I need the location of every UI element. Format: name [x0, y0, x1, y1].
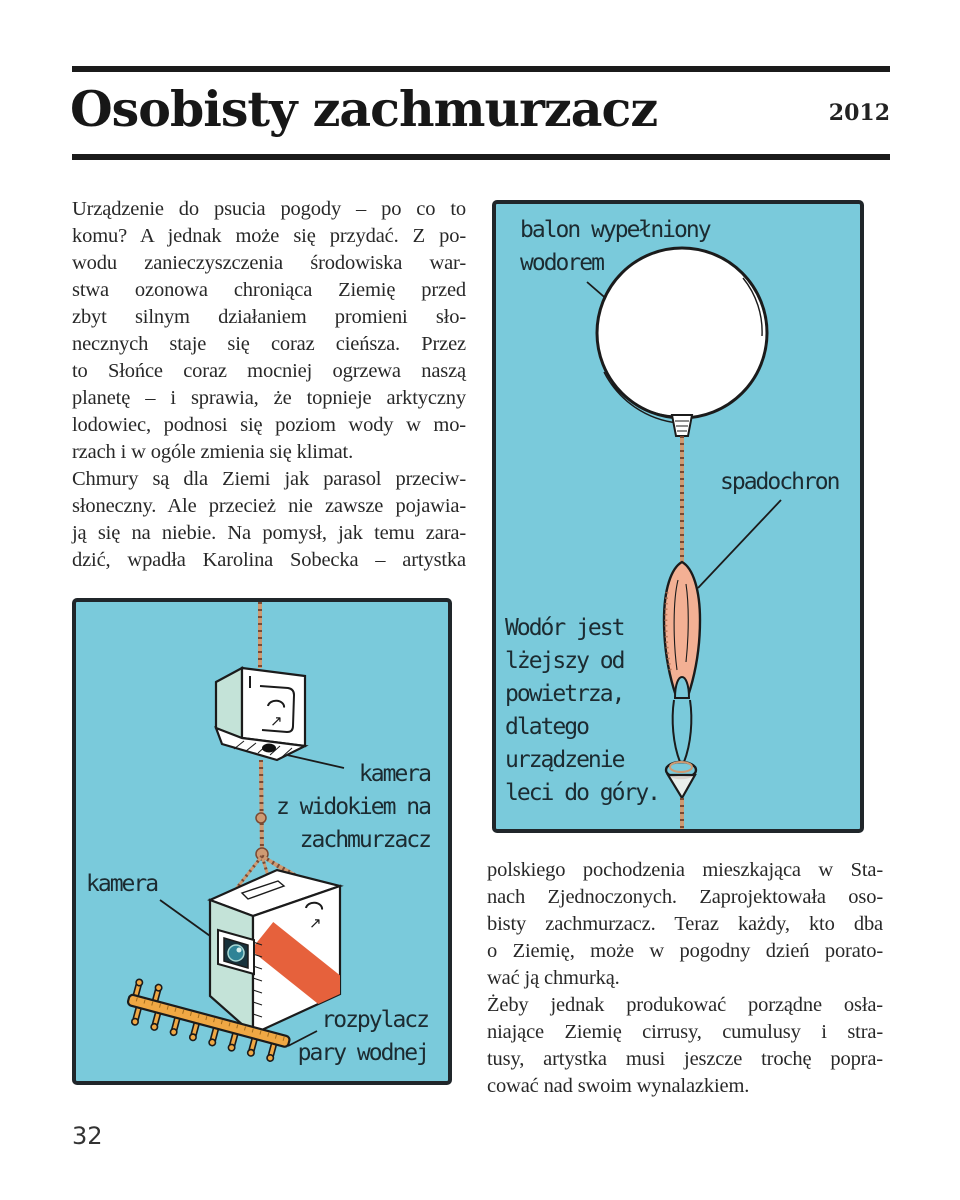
left-text-column: [72, 196, 466, 574]
funnel-cone: [668, 775, 695, 798]
sprayer-label-line: pary wodnej: [297, 1040, 428, 1066]
note-line: lżejszy od: [505, 648, 624, 674]
sprayer-label: [298, 1004, 428, 1070]
note-line: powietrza,: [505, 681, 624, 707]
text-line: lodowiec, podnosi się poziom wody w mo-: [72, 414, 466, 436]
camera-label: kamera: [86, 871, 158, 897]
text-line: polskiego pochodzenia mieszkająca w Sta-: [487, 859, 883, 881]
text-line: wodu zanieczyszczenia środowiska war-: [72, 252, 466, 274]
camera-view-label-line: zachmurzacz: [299, 827, 430, 853]
text-line: tusy, artystka musi jeszcze trochę popra-: [487, 1048, 883, 1070]
balloon-label-line: balon wypełniony: [520, 217, 710, 243]
sprayer-label-line: rozpylacz: [321, 1007, 428, 1033]
folded-parachute: [664, 562, 700, 696]
camera-view-label: [276, 758, 430, 857]
page-title: Osobisty zachmurzacz: [70, 80, 658, 138]
text-line: o Ziemię, może w pogodny dzień porato-: [487, 940, 883, 962]
cloud-device-figure-panel: [72, 598, 452, 1085]
text-line: cować nad swoim wynalazkiem.: [487, 1075, 750, 1097]
note-line: dlatego: [505, 714, 588, 740]
rope-ring-inner: [670, 762, 692, 772]
text-line: wać ją chmurką.: [487, 967, 620, 989]
balloon-label: [520, 214, 710, 280]
camera-view-label-line: kamera: [358, 761, 430, 787]
shroud-line: [684, 700, 691, 762]
text-line: ją się na niebie. Na pomysł, jak temu zara-: [72, 522, 466, 544]
camera-cube-front-face: [242, 668, 305, 746]
note-line: Wodór jest: [505, 615, 624, 641]
header-rule-bottom: [72, 154, 890, 160]
hydrogen-note: [505, 612, 659, 810]
year-label: 2012: [828, 100, 890, 126]
header-rule-top: [72, 66, 890, 72]
rope-knot: [256, 813, 266, 823]
text-line: planetę – i sprawia, że topnieje arktyczny: [72, 387, 466, 409]
text-line: komu? A jednak może się przydać. Z po-: [72, 225, 466, 247]
arrow-glyph: ↗: [270, 712, 283, 730]
text-line: Urządzenie do psucia pogody – po co to: [72, 198, 466, 220]
camera-lens: [228, 945, 244, 961]
text-line: Chmury są dla Ziemi jak parasol przeciw-: [72, 468, 466, 490]
text-line: nach Zjednoczonych. Zaprojektowała oso-: [487, 886, 883, 908]
text-line: rzach i w ogóle zmienia się klimat.: [72, 441, 354, 463]
balloon-figure-panel: [492, 200, 864, 833]
parachute-notch: [675, 677, 689, 698]
text-line: słoneczny. Ale przecież nie zawsze pojawia-: [72, 495, 466, 517]
lens-highlight: [237, 948, 242, 953]
camera-view-label-line: z widokiem na: [275, 794, 430, 820]
text-line: Żeby jednak produkować porządne osła-: [487, 994, 883, 1016]
text-line: dzić, wpadła Karolina Sobecka – artystka: [72, 549, 466, 571]
text-line: niające Ziemię cirrusy, cumulusy i stra-: [487, 1021, 883, 1043]
text-line: stwa ozonowa chroniąca Ziemię przed: [72, 279, 466, 301]
right-text-column: [487, 857, 883, 1100]
text-line: to Słońce coraz mocniej ogrzewa naszą: [72, 360, 466, 382]
downward-camera-lens-hole: [262, 744, 276, 753]
page-number: 32: [72, 1122, 103, 1150]
arrow-glyph: ↗: [309, 914, 322, 932]
balloon-label-line: wodorem: [520, 250, 603, 276]
text-line: bisty zachmurzacz. Teraz każdy, kto dba: [487, 913, 883, 935]
shroud-line: [673, 700, 680, 762]
parachute-label-pointer-line: [698, 500, 781, 588]
parachute-label: spadochron: [720, 469, 839, 495]
note-line: urządzenie: [505, 747, 624, 773]
text-line: necznych staje się coraz cieńsza. Przez: [72, 333, 466, 355]
note-line: leci do góry.: [505, 780, 660, 806]
text-line: zbyt silnym działaniem promieni sło-: [72, 306, 466, 328]
